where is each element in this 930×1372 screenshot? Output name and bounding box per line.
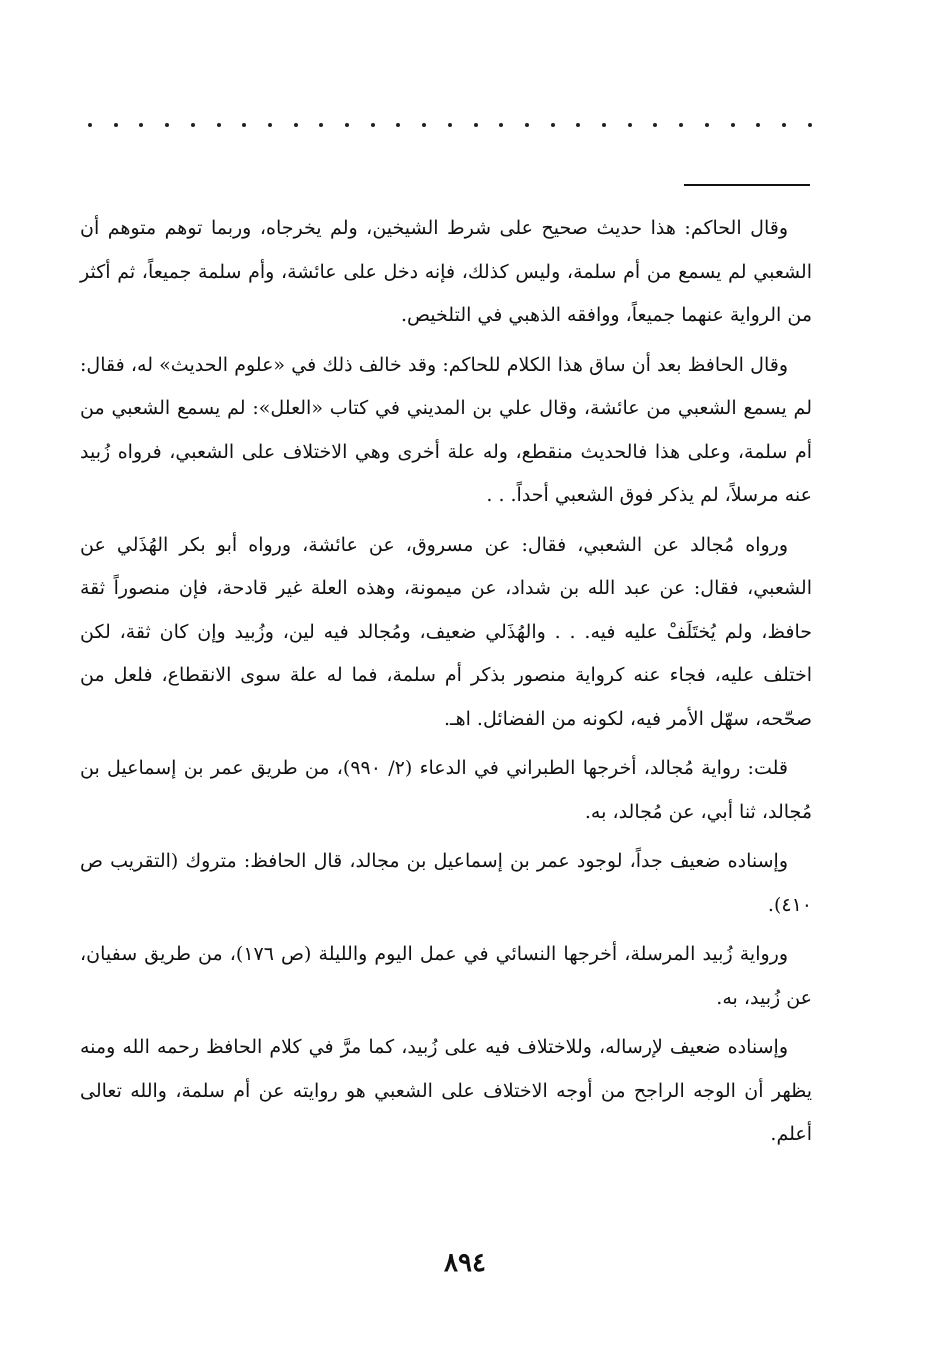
- page-number: ٨٩٤: [444, 1248, 486, 1278]
- separator-dot: [268, 123, 272, 127]
- separator-dot: [731, 123, 735, 127]
- separator-dot: [808, 123, 812, 127]
- separator-dot: [525, 123, 529, 127]
- separator-dot: [474, 123, 478, 127]
- separator-dot: [422, 123, 426, 127]
- separator-dot: [345, 123, 349, 127]
- separator-dot: [294, 123, 298, 127]
- separator-dot: [602, 123, 606, 127]
- separator-dot: [499, 123, 503, 127]
- separator-dot: [319, 123, 323, 127]
- separator-dot: [756, 123, 760, 127]
- paragraph: وإسناده ضعيف جداً، لوجود عمر بن إسماعيل بن مجالد، قال الحافظ: متروك (التقريب ص ٤١٠).: [80, 850, 812, 916]
- footnote-rule: [684, 184, 810, 186]
- paragraph: ورواية زُبيد المرسلة، أخرجها النسائي في عمل اليوم والليلة (ص ١٧٦)، من طريق سفيان، عن زُبيد، به.: [80, 943, 812, 1009]
- dotted-separator: [88, 118, 812, 132]
- separator-dot: [165, 123, 169, 127]
- paragraph: وإسناده ضعيف لإرساله، وللاختلاف فيه على زُبيد، كما مرَّ في كلام الحافظ رحمه الله ومنه يظهر أن الوجه الراجح من أوجه الاختلاف على الشعبي هو روايته عن أم سلمة، والله تعالى أعلم.: [80, 1036, 812, 1145]
- separator-dot: [139, 123, 143, 127]
- paragraph: قلت: رواية مُجالد، أخرجها الطبراني في الدعاء (٢/ ٩٩٠)، من طريق عمر بن إسماعيل بن مُجالد، ثنا أبي، عن مُجالد، به.: [80, 757, 812, 823]
- footnote-text: [80, 207, 812, 1163]
- separator-dot: [242, 123, 246, 127]
- separator-dot: [576, 123, 580, 127]
- separator-dot: [396, 123, 400, 127]
- separator-dot: [88, 123, 92, 127]
- separator-dot: [628, 123, 632, 127]
- separator-dot: [653, 123, 657, 127]
- separator-dot: [114, 123, 118, 127]
- paragraph: وقال الحاكم: هذا حديث صحيح على شرط الشيخين، ولم يخرجاه، وربما توهم متوهم أن الشعبي لم يسمع من أم سلمة، وليس كذلك، فإنه دخل على عائشة، وأم سلمة جميعاً، ثم أكثر من الرواية عنهما جميعاً، ووافقه الذهبي في التلخيص.: [80, 217, 812, 326]
- separator-dot: [191, 123, 195, 127]
- separator-dot: [705, 123, 709, 127]
- separator-dot: [679, 123, 683, 127]
- separator-dot: [371, 123, 375, 127]
- separator-dot: [448, 123, 452, 127]
- separator-dot: [551, 123, 555, 127]
- separator-dot: [217, 123, 221, 127]
- paragraph: ورواه مُجالد عن الشعبي، فقال: عن مسروق، عن عائشة، ورواه أبو بكر الهُذَلي عن الشعبي، فقال: عن عبد الله بن شداد، عن ميمونة، وهذه العلة غير قادحة، فإن منصوراً ثقة حافظ، ولم يُختَلَفْ عليه فيه. . . والهُذَلي ضعيف، ومُجالد فيه لين، وزُبيد وإن كان ثقة، لكن اختلف عليه، فجاء عنه كرواية منصور بذكر أم سلمة، فما له علة سوى الانقطاع، فلعل من صحّحه، سهّل الأمر فيه، لكونه من الفضائل. اهـ.: [80, 533, 812, 730]
- paragraph: وقال الحافظ بعد أن ساق هذا الكلام للحاكم: وقد خالف ذلك في «علوم الحديث» له، فقال: لم يسمع الشعبي من عائشة، وقال علي بن المديني في كتاب «العلل»: لم يسمع الشعبي من أم سلمة، وعلى هذا فالحديث منقطع، وله علة أخرى وهي الاختلاف على الشعبي، فرواه زُبيد عنه مرسلاً، لم يذكر فوق الشعبي أحداً. . .: [80, 353, 812, 506]
- separator-dot: [782, 123, 786, 127]
